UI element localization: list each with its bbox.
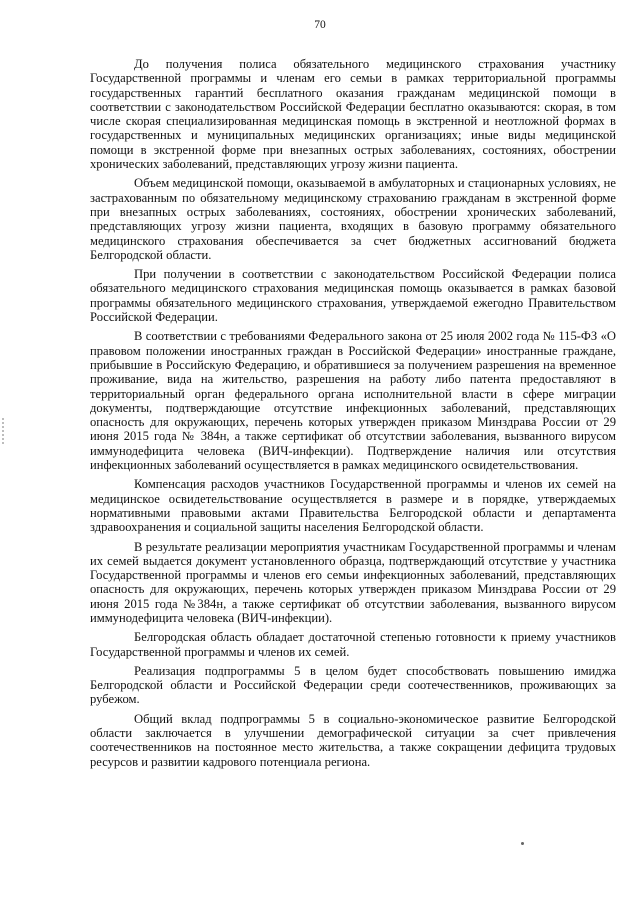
paragraph-medical-care-before-policy: До получения полиса обязательного медицинского страхования участнику Государственной программы и членам его семьи в рамках территориальной программы государственных гарантий бесплатного оказания гражданам медицинской помощи в соответствии с законодательством Российской Федерации бесплатно оказываются: скорая, в том числе скорая специализированная медицинская помощь в экстренной и неотложной формах в государственных и муниципальных медицинских организациях; иные виды медицинской помощи в экстренной форме при внезапных острых заболеваниях, состояниях, обострении хронических заболеваний, представляющих угрозу жизни пациента. — [90, 57, 616, 172]
margin-scan-mark — [2, 418, 4, 446]
paragraph-federal-law-requirements: В соответствии с требованиями Федерального закона от 25 июля 2002 года № 115-ФЗ «О правовом положении иностранных граждан в Российской Федерации» иностранные граждане, прибывшие в Российскую Федерацию, и обратившиеся за получением разрешения на временное проживание, вида на жительство, разрешения на работу либо патента предоставляют в территориальный орган федерального органа исполнительной власти в сфере миграции документы, подтверждающие отсутствие инфекционных заболеваний, представляющих опасность для окружающих, перечень которых утвержден приказом Минздрава России от 29 июня 2015 года № 384н, а также сертификат об отсутствии заболевания, вызванного вирусом иммунодефицита человека (ВИЧ-инфекции). Подтверждение наличия или отсутствия инфекционных заболеваний осуществляется в рамках медицинского освидетельствования. — [90, 329, 616, 473]
paragraph-region-readiness: Белгородская область обладает достаточной степенью готовности к приему участников Государственной программы и членов их семей. — [90, 630, 616, 659]
page-number: 70 — [314, 19, 326, 31]
paragraph-socioeconomic-contribution: Общий вклад подпрограммы 5 в социально-экономическое развитие Белгородской области заключается в улучшении демографической ситуации за счет привлечения соотечественников на постоянное место жительства, а также сокращении дефицита трудовых ресурсов и развитии кадрового потенциала региона. — [90, 711, 616, 769]
paragraph-issued-document: В результате реализации мероприятия участникам Государственной программы и членам их семей выдается документ установленного образца, подтверждающий отсутствие у участника Государственной программы и членов его семьи инфекционных заболеваний, представляющих опасность для окружающих, перечень которых утвержден приказом Минздрава России от 29 июня 2015 года №384н, а также сертификат об отсутствии заболевания, вызванного вирусом иммунодефицита человека (ВИЧ-инфекции). — [90, 539, 616, 625]
paragraph-uninsured-care-volume: Объем медицинской помощи, оказываемой в амбулаторных и стационарных условиях, не застрахованным по обязательному медицинскому страхованию гражданам в экстренной форме при внезапных острых заболеваниях, состояниях, обострении хронических заболеваний, представляющих угрозу жизни пациента, входящих в базовую программу обязательного медицинского страхования обеспечивается за счет бюджетных ассигнований бюджета Белгородской области. — [90, 176, 616, 262]
paragraph-policy-basic-program: При получении в соответствии с законодательством Российской Федерации полиса обязательного медицинского страхования медицинская помощь оказывается в рамках базовой программы обязательного медицинского страхования, утверждаемой ежегодно Правительством Российской Федерации. — [90, 267, 616, 325]
document-body — [90, 57, 616, 774]
paragraph-examination-compensation: Компенсация расходов участников Государственной программы и членов их семей на медицинское освидетельствование осуществляется в размере и в порядке, утверждаемых нормативными правовыми актами Правительства Белгородской области и департамента здравоохранения и социальной защиты населения Белгородской области. — [90, 477, 616, 535]
page-end-dot — [521, 842, 524, 845]
paragraph-image-improvement: Реализация подпрограммы 5 в целом будет способствовать повышению имиджа Белгородской области и Российской Федерации среди соотечественников, проживающих за рубежом. — [90, 663, 616, 707]
